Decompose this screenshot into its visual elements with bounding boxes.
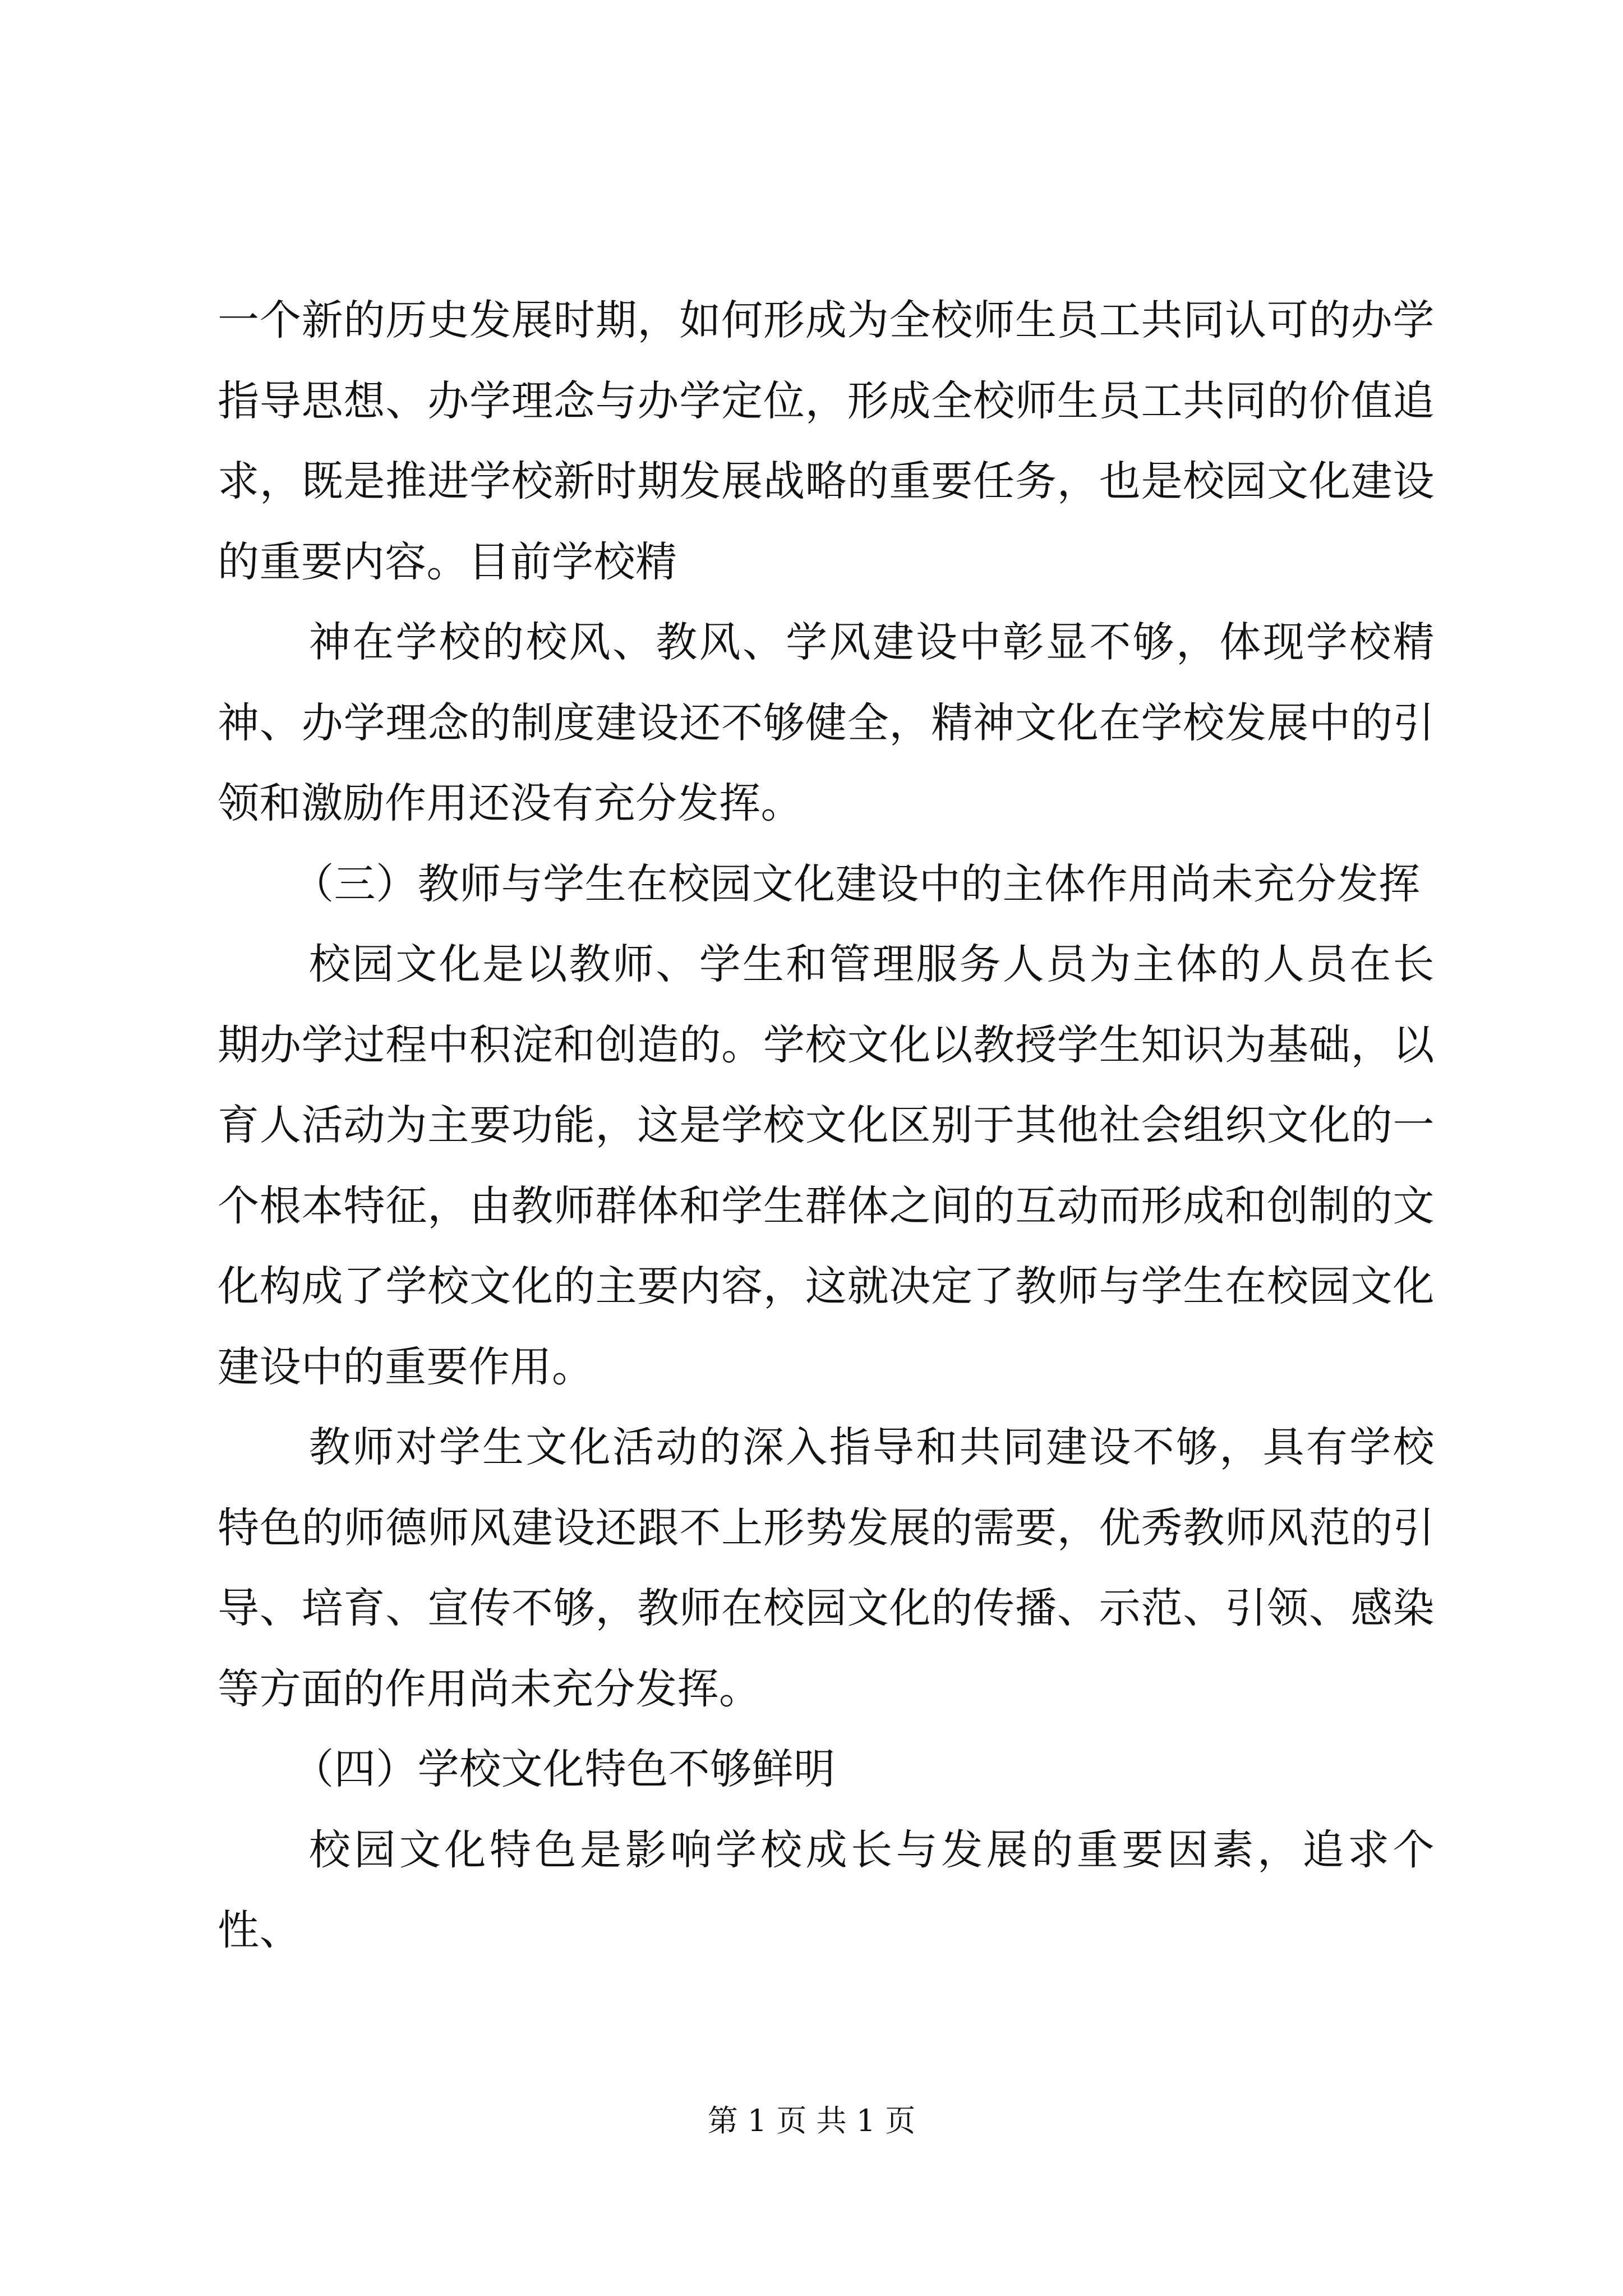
section-heading-3: （三）教师与学生在校园文化建设中的主体作用尚未充分发挥 <box>292 859 1421 908</box>
paragraph-school-spirit: 神在学校的校风、教风、学风建设中彰显不够，体现学校精神、办学理念的制度建设还不够健全，精神文化在学校发展中的引领和激励作用还没有充分发挥。 <box>218 618 1435 827</box>
section-heading-4: （四）学校文化特色不够鲜明 <box>292 1745 836 1793</box>
paragraph-campus-culture-subject: 校园文化是以教师、学生和管理服务人员为主体的人员在长期办学过程中积淀和创造的。学校文化以教授学生知识为基础，以育人活动为主要功能，这是学校文化区别于其他社会组织文化的一个根本特征，由教师群体和学生群体之间的互动而形成和创制的文化构成了学校文化的主要内容，这就决定了教师与学生在校园文化建设中的重要作用。 <box>218 940 1435 1391</box>
paragraph-teacher-guidance: 教师对学生文化活动的深入指导和共同建设不够，具有学校特色的师德师风建设还跟不上形势发展的需要，优秀教师风范的引导、培育、宣传不够，教师在校园文化的传播、示范、引领、感染等方面的作用尚未充分发挥。 <box>218 1423 1435 1713</box>
paragraph-continuation: 一个新的历史发展时期，如何形成为全校师生员工共同认可的办学指导思想、办学理念与办学定位，形成全校师生员工共同的价值追求，既是推进学校新时期发展战略的重要任务，也是校园文化建设的重要内容。目前学校精 <box>218 296 1435 586</box>
page-footer: 第 1 页 共 1 页 <box>707 2103 916 2138</box>
paragraph-culture-features: 校园文化特色是影响学校成长与发展的重要因素，追求个性、 <box>218 1825 1435 1954</box>
document-body <box>218 280 1435 1971</box>
